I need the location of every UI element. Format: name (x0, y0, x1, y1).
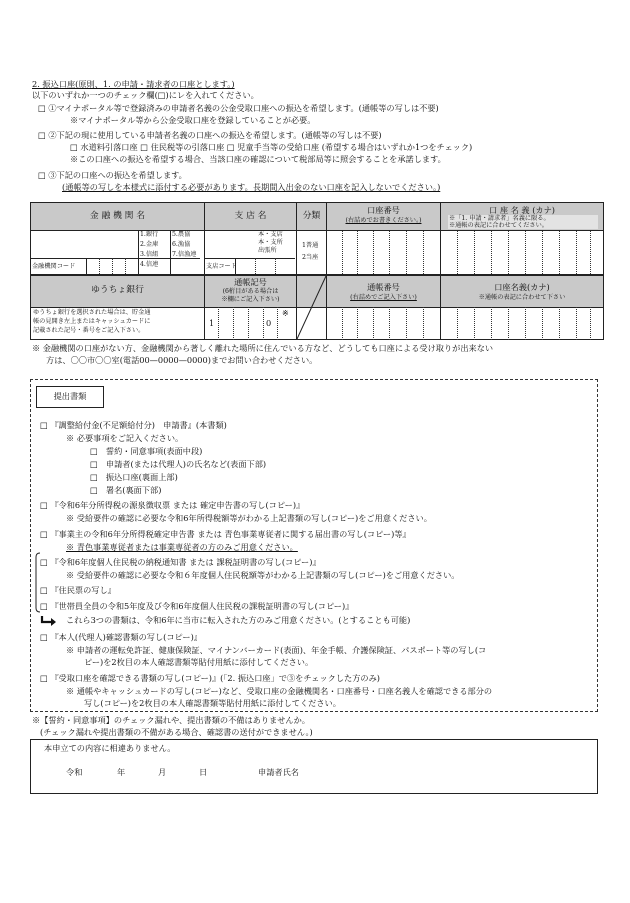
passbook-star: ※ (282, 308, 289, 318)
option-2[interactable]: □ ②下記の現に使用している申請者名義の口座への振込を希望します。(通帳等の写しは不要) (38, 130, 382, 140)
check-pledge[interactable]: □ 誓約・同意事項(表面中段) (90, 446, 203, 456)
declaration-text: 本申立ての内容に相違ありません。 (44, 743, 176, 753)
doc-resident-tax[interactable]: □ 『令和6年度個人住民税の納税通知書 または 課税証明書の写し(コピー)』 (40, 557, 321, 567)
header-branch-name: 支 店 名 (234, 211, 267, 221)
header-bank-name: 金 融 機 関 名 (89, 211, 146, 221)
doc-application-note: ※ 必要事項をご記入ください。 (66, 433, 184, 443)
passbook-digit-first: 1 (209, 318, 215, 328)
bank-code-label: 金融機関コード (32, 263, 76, 270)
holder-note-2: ※通帳の表記に合わせてください。 (449, 222, 548, 229)
passbook-number-sub: (右詰めでご記入下さい) (350, 294, 417, 301)
doc-household-tax[interactable]: □ 『世帯員全員の令和5年度及び令和6年度個人住民税の課税証明書の写し(コピー)』 (40, 601, 354, 611)
option-2-note: ※この口座への振込を希望する場合、当該口座の確認について税部局等に照会することを承諾します。 (70, 154, 446, 164)
bank-notice-2: 方は、〇〇市〇〇室(電話00—0000—0000)までお問い合わせください。 (46, 355, 318, 365)
instruction: 以下のいずれか一つのチェック欄(□)にレを入れてください。 (32, 90, 259, 100)
doc-business[interactable]: □ 『事業主の令和6年分所得税確定申告書 または 青色事業専従者に関する届出書の写し(コピー)等』 (40, 529, 411, 539)
doc-id[interactable]: □ 『本人(代理人)確認書類の写し(コピー)』 (40, 632, 202, 642)
type-3: 3.信組 (140, 251, 159, 258)
yucho-bank: ゆうちょ銀行 (91, 285, 144, 295)
type-6: 6.漁協 (172, 241, 191, 248)
option-2-choices[interactable]: □ 水道料引落口座 □ 住民税等の引落口座 □ 児童手当等の受給口座 (希望する場合はいずれか1つをチェック) (70, 142, 473, 152)
doc-withholding[interactable]: □ 『令和6年分所得税の源泉徴収票 または 確定申告書の写し(コピー)』 (40, 500, 305, 510)
header-account-holder: 口 座 名 義 (カナ) (489, 205, 555, 215)
branch-code-label: 支店コード (206, 263, 237, 270)
passbook-sub-2: ※欄にご記入下さい) (221, 296, 280, 303)
option-1[interactable]: □ ①マイナポータル等で登録済みの申請者名義の公金受取口座への振込を希望します。(通帳等の写しは不要) (38, 103, 439, 113)
header-kind: 分類 (302, 211, 321, 221)
passbook-sub-1: (6桁目がある場合は (222, 288, 279, 295)
type-4: 4.信連 (140, 261, 159, 268)
branch-type-3: 出張所 (258, 247, 277, 254)
header-account-sub: (右詰めでお書きください。) (345, 217, 422, 224)
date-year[interactable]: 年 (117, 767, 126, 777)
doc-account-proof[interactable]: □ 『受取口座を確認できる書類の写し(コピー)』(「2. 振込口座」で③をチェックした方のみ) (40, 673, 380, 683)
check-reminder-1: ※【誓約・同意事項】のチェック漏れや、提出書類の不備はありませんか。 (32, 715, 310, 725)
section-heading: 2. 振込口座(原則、1. の申請・請求者の口座とします。) (32, 79, 235, 89)
doc-account-proof-note-1: ※ 通帳やキャッシュカードの写し(コピー)など、受取口座の金融機関名・口座番号・口座名義人を確認できる部分の (66, 686, 493, 696)
date-era: 令和 (66, 767, 83, 777)
header-yucho-holder: 口座名義(カナ) (494, 282, 550, 292)
doc-account-proof-note-2: 写し(コピー)を2枚目の本人確認書類等貼付用紙に添付してください。 (84, 698, 341, 708)
doc-residence-cert[interactable]: □ 『住民票の写し』 (40, 585, 116, 595)
option-1-note: ※マイナポータル等から公金受取口座を登録していることが必要。 (70, 115, 316, 125)
option-3[interactable]: □ ③下記の口座への振込を希望します。 (38, 170, 187, 180)
holder-note-1: ※「1. 申請・請求者」名義に限る。 (449, 215, 550, 222)
yucho-note-3: 記載された記号・番号をご記入下さい。 (33, 327, 145, 334)
date-month[interactable]: 月 (158, 767, 167, 777)
type-5: 5.農協 (172, 231, 191, 238)
type-2: 2.金庫 (140, 241, 159, 248)
date-day[interactable]: 日 (199, 767, 208, 777)
doc-withholding-note: ※ 受給要件の確認に必要な令和6年所得税額等がわかる上記書類の写し(コピー)をご用意ください。 (66, 513, 432, 523)
header-passbook-number: 通帳番号 (367, 282, 400, 292)
documents-title: 提出書類 (53, 391, 87, 401)
passbook-digit-last: 0 (266, 318, 272, 328)
option-3-note: (通帳等の写しを本様式に添付する必要があります。長期間入出金のない口座を記入しないでください。) (62, 182, 441, 192)
check-name[interactable]: □ 申請者(または代理人)の氏名など(表面下部) (90, 459, 267, 469)
header-passbook-symbol: 通帳記号 (234, 277, 267, 287)
kind-current[interactable]: 2当座 (302, 254, 319, 261)
check-account[interactable]: □ 振込口座(裏面上部) (90, 472, 178, 482)
signer-name-label[interactable]: 申請者氏名 (258, 767, 299, 777)
branch-type-2: 本・支所 (258, 239, 283, 246)
yucho-holder-sub: ※通帳の表記に合わせて下さい (478, 294, 566, 301)
header-account-number: 口座番号 (367, 205, 400, 215)
doc-transfer-note: これら3つの書類は、令和6年に当市に転入された方のみご用意ください。(とすることも可能) (66, 615, 411, 625)
doc-id-note-2: ピー)を2枚目の本人確認書類等貼付用紙に添付してください。 (84, 657, 314, 667)
doc-id-note-1: ※ 申請者の運転免許証、健康保険証、マイナンバーカード(表面)、年金手帳、介護保険証、パスポート等の写し(コ (66, 645, 487, 655)
kind-ordinary[interactable]: 1普通 (302, 242, 319, 249)
doc-resident-tax-note: ※ 受給要件の確認に必要な令和６年度個人住民税額等がわかる上記書類の写し(コピー)をご用意ください。 (66, 570, 460, 580)
doc-business-note: ※ 青色事業専従者または事業専従者の方のみご用意ください。 (66, 542, 298, 552)
bank-notice-1: ※ 金融機関の口座がない方、金融機関から著しく離れた場所に住んでいる方など、どうしても口座による受け取りが出来ない (32, 343, 494, 353)
yucho-note-1: ゆうちょ銀行を選択された場合は、貯金通 (33, 309, 151, 316)
check-signature[interactable]: □ 署名(裏面下部) (90, 485, 162, 495)
doc-application[interactable]: □ 『調整給付金(不足額給付分) 申請書』(本書類) (40, 420, 227, 430)
branch-type-1: 本・支店 (258, 231, 283, 238)
type-7: 7.信漁連 (172, 251, 197, 258)
check-reminder-2: (チェック漏れや提出書類の不備がある場合、確認書の送付ができません。) (40, 727, 313, 737)
type-1: 1.銀行 (140, 231, 159, 238)
yucho-note-2: 帳の見開き左上またはキャッシュカードに (33, 318, 151, 325)
